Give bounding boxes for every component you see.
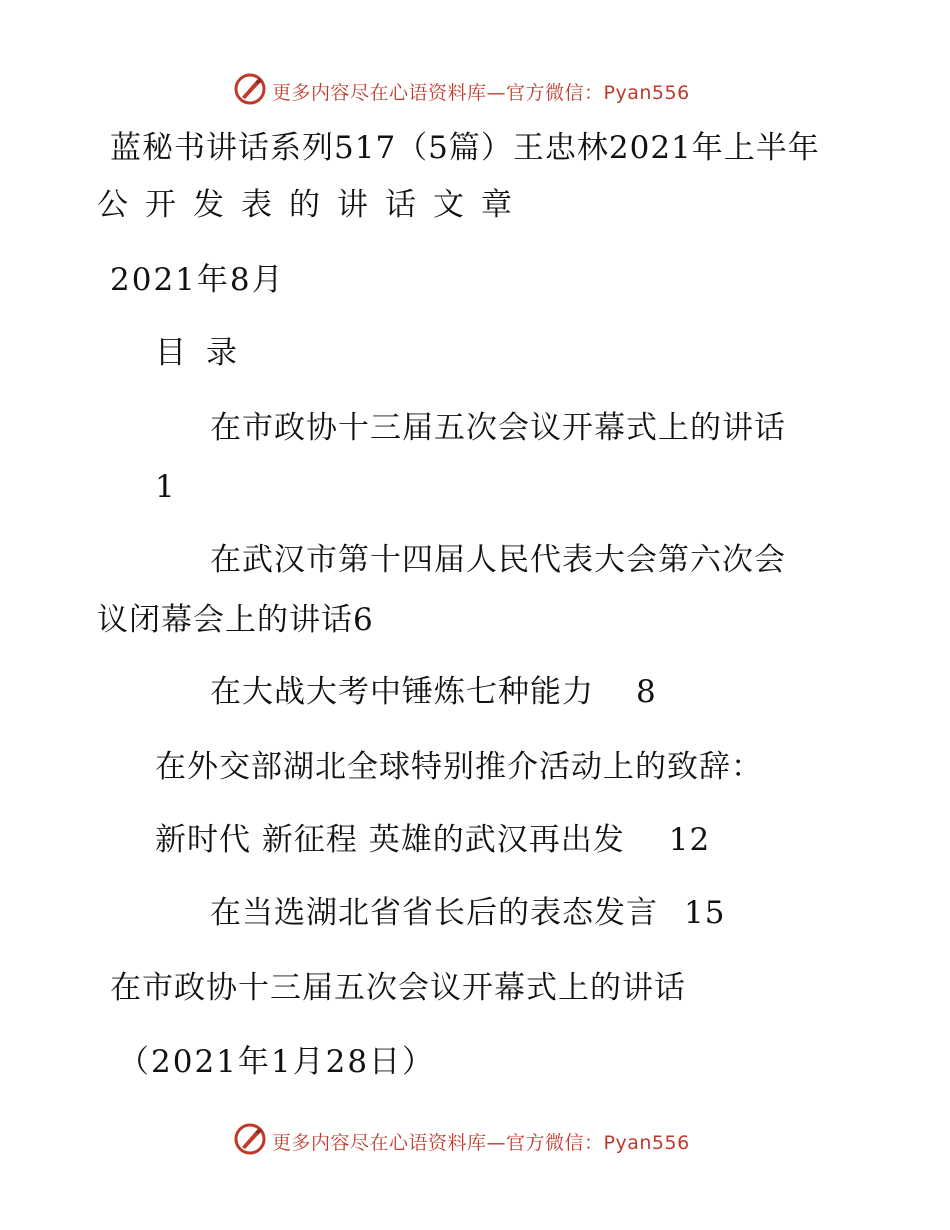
toc-item-1-title: 在市政协十三届五次会议开幕式上的讲话 (210, 410, 786, 446)
toc-item-2-page: 6 (353, 602, 374, 638)
toc-item-4-page: 12 (668, 822, 711, 858)
toc-item-5-title: 在当选湖北省省长后的表态发言 (210, 895, 658, 931)
toc-item-1-page: 1 (155, 469, 175, 505)
pen-logo-icon (233, 1122, 267, 1156)
document-title-line-2: 公开发表的讲话文章 (97, 187, 529, 223)
document-title-line-1: 蓝秘书讲话系列517（5篇）王忠林2021年上半年 (110, 130, 820, 166)
toc-heading: 目录 (155, 335, 257, 371)
watermark-bottom (0, 1120, 950, 1160)
toc-item-2-title-b: 议闭幕会上的讲话 (97, 602, 353, 638)
toc-item-2-title: 在武汉市第十四届人民代表大会第六次会 (210, 542, 786, 578)
watermark-text: 更多内容尽在心语资料库—官方微信：Pyan556 (272, 82, 690, 104)
toc-item-3 (210, 672, 657, 712)
toc-item-4-title-cont (155, 820, 710, 860)
watermark-text: 更多内容尽在心语资料库—官方微信：Pyan556 (272, 1132, 690, 1154)
toc-item-5-page: 15 (684, 895, 726, 931)
toc-item-4-title-b: 新时代 新征程 英雄的武汉再出发 (155, 822, 625, 858)
document-date: 2021年8月 (110, 262, 285, 298)
pen-logo-icon (233, 72, 267, 106)
toc-item-4-title: 在外交部湖北全球特别推介活动上的致辞： (155, 749, 763, 785)
section-date: （2021年1月28日） (118, 1044, 436, 1080)
toc-item-2-title-cont (97, 600, 374, 640)
toc-item-3-title: 在大战大考中锤炼七种能力 (210, 674, 594, 710)
section-title: 在市政协十三届五次会议开幕式上的讲话 (110, 970, 686, 1006)
toc-item-3-page: 8 (636, 674, 657, 710)
watermark-top (0, 70, 950, 110)
toc-item-5 (210, 893, 725, 933)
